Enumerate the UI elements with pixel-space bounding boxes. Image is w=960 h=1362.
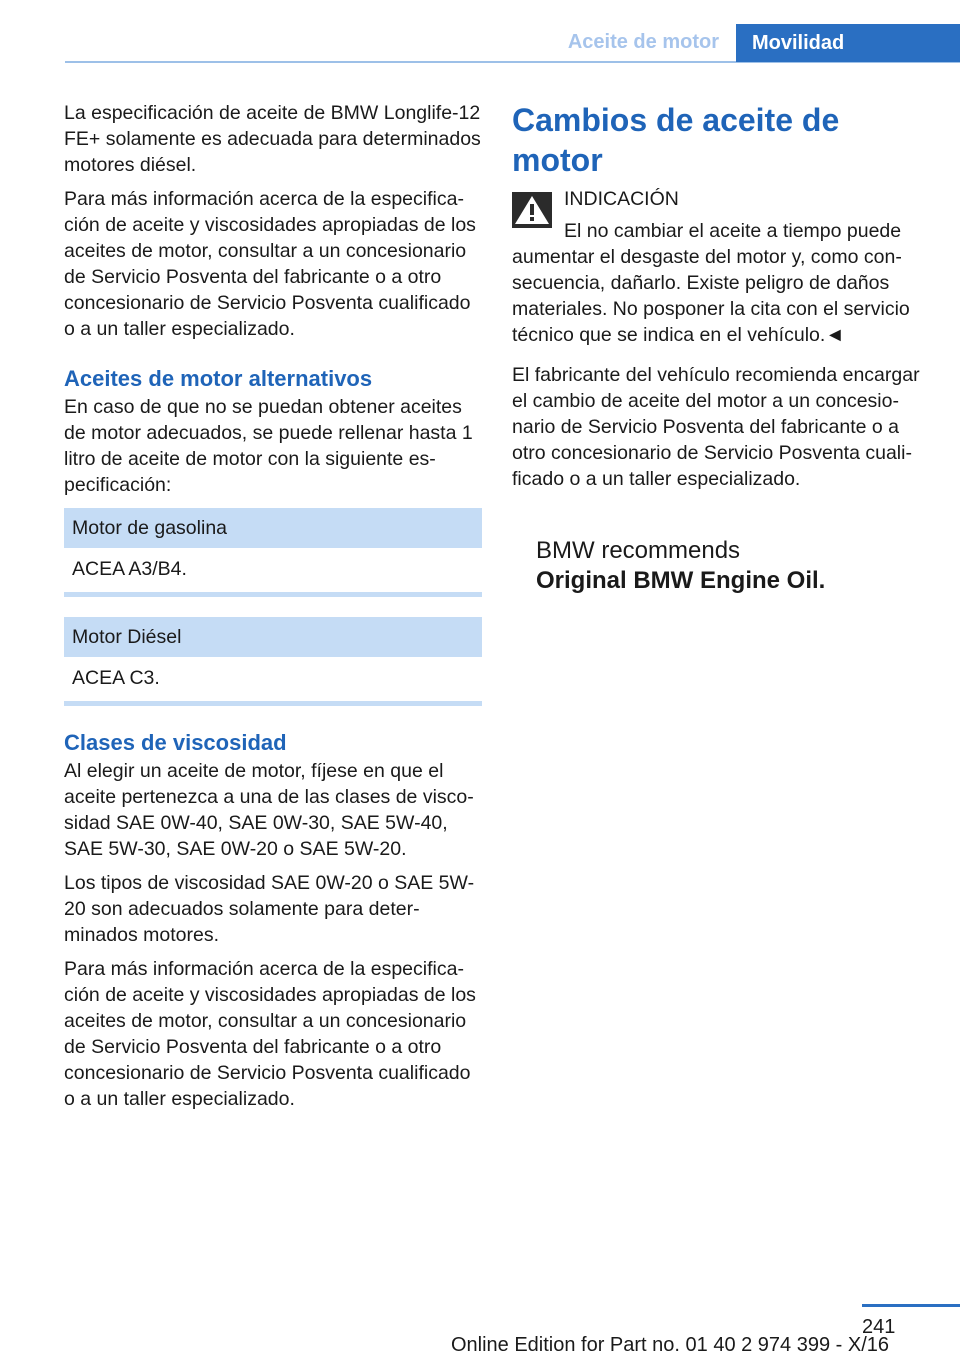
warning-label: INDICACIÓN	[564, 188, 679, 210]
spec-table-petrol	[64, 508, 482, 597]
paragraph-viscosity-classes: Al elegir un aceite de motor, fíjese en que el aceite pertenezca a una de las clases de viscosidad SAE 0W-40, SAE 0W-30, SAE 5W-40, SAE 5W-30, SAE 0W-20 o SAE 5W-20.	[64, 760, 474, 860]
warning-triangle-icon	[512, 192, 552, 228]
spec-table-value: ACEA C3.	[72, 667, 160, 689]
spec-table-diesel	[64, 617, 482, 706]
paragraph-more-info-2: Para más información acerca de la especificación de aceite y viscosidades apropiadas de los aceites de motor, consultar a un concesionario de Servicio Posventa del fabricante o a otro concesionario de Servicio Posventa cualificado o a un taller especializado.	[64, 958, 476, 1110]
paragraph-alternative-oils: En caso de que no se puedan obtener aceites de motor adecuados, se puede rellenar hasta 1 litro de aceite de motor con la siguiente especificación:	[64, 396, 473, 496]
spec-table-rule	[64, 701, 482, 706]
bmw-oil-advert	[536, 536, 825, 596]
right-column	[512, 100, 930, 492]
paragraph-recommendation: El fabricante del vehículo recomienda encargar el cambio de aceite del motor a un concesionario de Servicio Posventa del fabricante o a otro concesionario de Servicio Posventa cualificado o a un taller especializado.	[512, 364, 920, 490]
heading-alternative-oils: Aceites de motor alternativos	[64, 366, 373, 391]
header-chapter-tab: Movilidad	[736, 24, 960, 62]
heading-oil-change: Cambios de aceite de motor	[512, 102, 840, 178]
page-number: 241	[862, 1316, 896, 1338]
spec-table-value: ACEA A3/B4.	[72, 558, 187, 580]
paragraph-more-info: Para más información acerca de la especificación de aceite y viscosidades apropiadas de los aceites de motor, consultar a un concesionario de Servicio Posventa del fabricante o a otro concesionario de Servicio Posventa cualificado o a un taller especializado.	[64, 188, 476, 340]
paragraph-viscosity-types: Los tipos de viscosidad SAE 0W-20 o SAE 5W-20 son adecuados solamente para determinados motores.	[64, 872, 475, 946]
heading-viscosity: Clases de viscosidad	[64, 730, 287, 755]
footer-edition: Online Edition for Part no. 01 40 2 974 399 - X/16	[450, 1334, 890, 1356]
warning-text: aumentar el desgaste del motor y, como consecuencia, dañarlo. Existe peligro de daños materiales. No posponer la cita con el servicio técnico que se indica en el vehículo.◄	[512, 246, 910, 346]
spec-table-header: Motor de gasolina	[64, 508, 482, 548]
header-section-title: Aceite de motor	[567, 31, 719, 53]
advert-line-product: Original BMW Engine Oil.	[536, 567, 826, 594]
advert-line-recommends: BMW recommends	[536, 537, 741, 564]
left-column	[64, 100, 482, 1112]
footer-rule	[862, 1304, 960, 1307]
paragraph-longlife: La especificación de aceite de BMW Longlife-12 FE+ solamente es adecuada para determinados motores diésel.	[64, 102, 481, 176]
warning-notice	[512, 186, 930, 348]
warning-text-first: El no cambiar el aceite a tiempo puede	[564, 220, 902, 242]
spec-table-header: Motor Diésel	[64, 617, 482, 657]
